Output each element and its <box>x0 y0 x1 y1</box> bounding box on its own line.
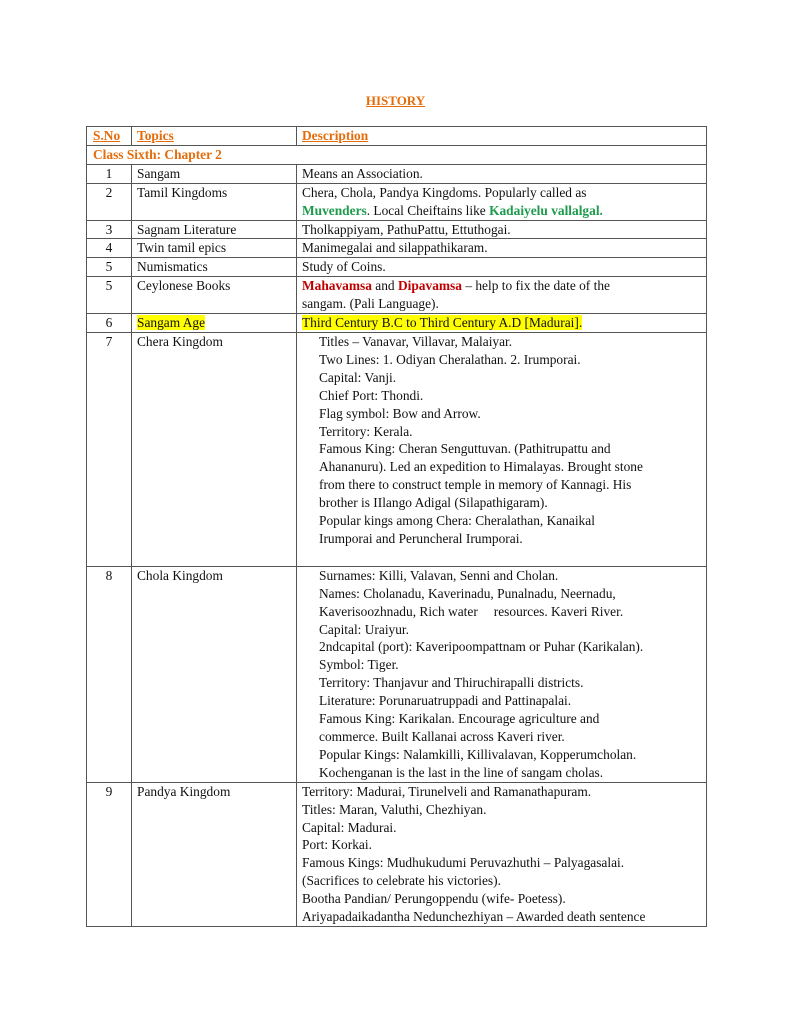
header-sno: S.No <box>87 127 132 146</box>
highlighted-description: Third Century B.C to Third Century A.D [Madurai]. <box>302 315 583 331</box>
row-description: Tholkappiyam, PathuPattu, Ettuthogai. <box>297 220 707 239</box>
description-line: Ahananuru). Led an expedition to Himalayas. Brought stone <box>319 459 643 475</box>
row-description <box>297 183 707 220</box>
description-line: Famous King: Karikalan. Encourage agriculture and <box>319 711 600 727</box>
row-topic: Pandya Kingdom <box>132 782 297 926</box>
table-row <box>87 782 707 926</box>
row-number: 2 <box>87 183 132 220</box>
row-number: 6 <box>87 314 132 333</box>
table-row <box>87 566 707 782</box>
table-row <box>87 220 707 239</box>
description-line: Surnames: Killi, Valavan, Senni and Cholan. <box>319 567 559 583</box>
plain-text: . Local Cheiftains like <box>366 202 490 218</box>
highlighted-topic: Sangam Age <box>137 315 206 331</box>
table-row <box>87 183 707 220</box>
description-line: (Sacrifices to celebrate his victories). <box>302 873 501 889</box>
description-line: Flag symbol: Bow and Arrow. <box>319 405 481 421</box>
description-line: Bootha Pandian/ Perungoppendu (wife- Poetess). <box>302 891 566 907</box>
plain-text: resources. Kaveri River. <box>493 603 624 619</box>
description-line: Territory: Kerala. <box>319 423 413 439</box>
plain-text: Kaverisoozhnadu, Rich water <box>319 603 478 619</box>
row-description: Means an Association. <box>297 164 707 183</box>
description-line: Titles: Maran, Valuthi, Chezhiyan. <box>302 801 487 817</box>
table-row <box>87 239 707 258</box>
row-topic: Sangam <box>132 164 297 183</box>
table-row <box>87 164 707 183</box>
row-number: 9 <box>87 782 132 926</box>
row-description <box>297 277 707 314</box>
row-number: 1 <box>87 164 132 183</box>
row-topic: Tamil Kingdoms <box>132 183 297 220</box>
row-topic: Twin tamil epics <box>132 239 297 258</box>
history-table <box>86 126 707 927</box>
plain-text: – help to fix the date of the <box>461 278 610 294</box>
header-topics: Topics <box>132 127 297 146</box>
description-line: Popular kings among Chera: Cheralathan, Kanaikal <box>319 513 595 529</box>
description-line: Titles – Vanavar, Villavar, Malaiyar. <box>319 333 513 349</box>
row-description: Study of Coins. <box>297 258 707 277</box>
description-line: Symbol: Tiger. <box>319 657 399 673</box>
description-line: brother is IIlango Adigal (Silapathigaram). <box>319 495 548 511</box>
description-line: Kochenganan is the last in the line of sangam cholas. <box>319 764 604 780</box>
description-line: from there to construct temple in memory of Kannagi. His <box>319 477 632 493</box>
description-line: sangam. (Pali Language). <box>302 296 439 312</box>
description-line: Capital: Uraiyur. <box>319 621 409 637</box>
row-number: 3 <box>87 220 132 239</box>
description-line: commerce. Built Kallanai across Kaveri river. <box>319 729 565 744</box>
description-line: Two Lines: 1. Odiyan Cheralathan. 2. Irumporai. <box>319 351 581 367</box>
row-description <box>297 332 707 566</box>
blank-line <box>319 548 701 566</box>
highlight-text: Kadaiyelu vallalgal. <box>489 202 603 218</box>
description-line: Famous King: Cheran Senguttuvan. (Pathitrupattu and <box>319 441 611 457</box>
row-topic: Sagnam Literature <box>132 220 297 239</box>
description-line: Chera, Chola, Pandya Kingdoms. Popularly called as <box>302 184 587 200</box>
row-number: 5 <box>87 258 132 277</box>
description-line: Irumporai and Peruncheral Irumporai. <box>319 530 523 546</box>
row-description: Manimegalai and silappathikaram. <box>297 239 707 258</box>
row-number: 4 <box>87 239 132 258</box>
row-number: 5 <box>87 277 132 314</box>
row-description <box>297 314 707 333</box>
description-line: 2ndcapital (port): Kaveripoompattnam or Puhar (Karikalan). <box>319 639 644 655</box>
row-topic: Chola Kingdom <box>132 566 297 782</box>
row-number: 7 <box>87 332 132 566</box>
row-description <box>297 566 707 782</box>
description-line: Territory: Madurai, Tirunelveli and Ramanathapuram. <box>302 783 592 799</box>
description-line: Capital: Vanji. <box>319 369 397 385</box>
row-topic <box>132 314 297 333</box>
row-topic: Chera Kingdom <box>132 332 297 566</box>
highlight-text: Dipavamsa <box>397 278 462 294</box>
table-header-row <box>87 127 707 146</box>
description-line: Ariyapadaikadantha Nedunchezhiyan – Awarded death sentence <box>302 909 646 925</box>
description-line: Popular Kings: Nalamkilli, Killivalavan, Kopperumcholan. <box>319 746 637 762</box>
description-line <box>302 277 701 295</box>
table-row <box>87 258 707 277</box>
highlight-text: Mahavamsa <box>302 278 372 294</box>
page-title: HISTORY <box>365 93 426 108</box>
row-topic: Numismatics <box>132 258 297 277</box>
row-topic: Ceylonese Books <box>132 277 297 314</box>
row-number: 8 <box>87 566 132 782</box>
description-line <box>302 202 701 220</box>
highlight-text: Muvenders <box>302 202 367 218</box>
section-heading: Class Sixth: Chapter 2 <box>87 145 707 164</box>
plain-text: and <box>371 278 398 294</box>
description-line: Famous Kings: Mudhukudumi Peruvazhuthi – Palyagasalai. <box>302 855 625 871</box>
header-description: Description <box>297 127 707 146</box>
description-line: Capital: Madurai. <box>302 819 397 835</box>
description-line <box>319 603 701 621</box>
table-row <box>87 314 707 333</box>
section-row <box>87 145 707 164</box>
table-row <box>87 277 707 314</box>
row-description <box>297 782 707 926</box>
description-line: Territory: Thanjavur and Thiruchirapalli districts. <box>319 675 584 691</box>
description-line: Literature: Porunaruatruppadi and Pattinapalai. <box>319 693 572 709</box>
description-line: Port: Korkai. <box>302 837 372 853</box>
description-line: Chief Port: Thondi. <box>319 387 424 403</box>
description-line: Names: Cholanadu, Kaverinadu, Punalnadu, Neernadu, <box>319 585 616 601</box>
table-row <box>87 332 707 566</box>
